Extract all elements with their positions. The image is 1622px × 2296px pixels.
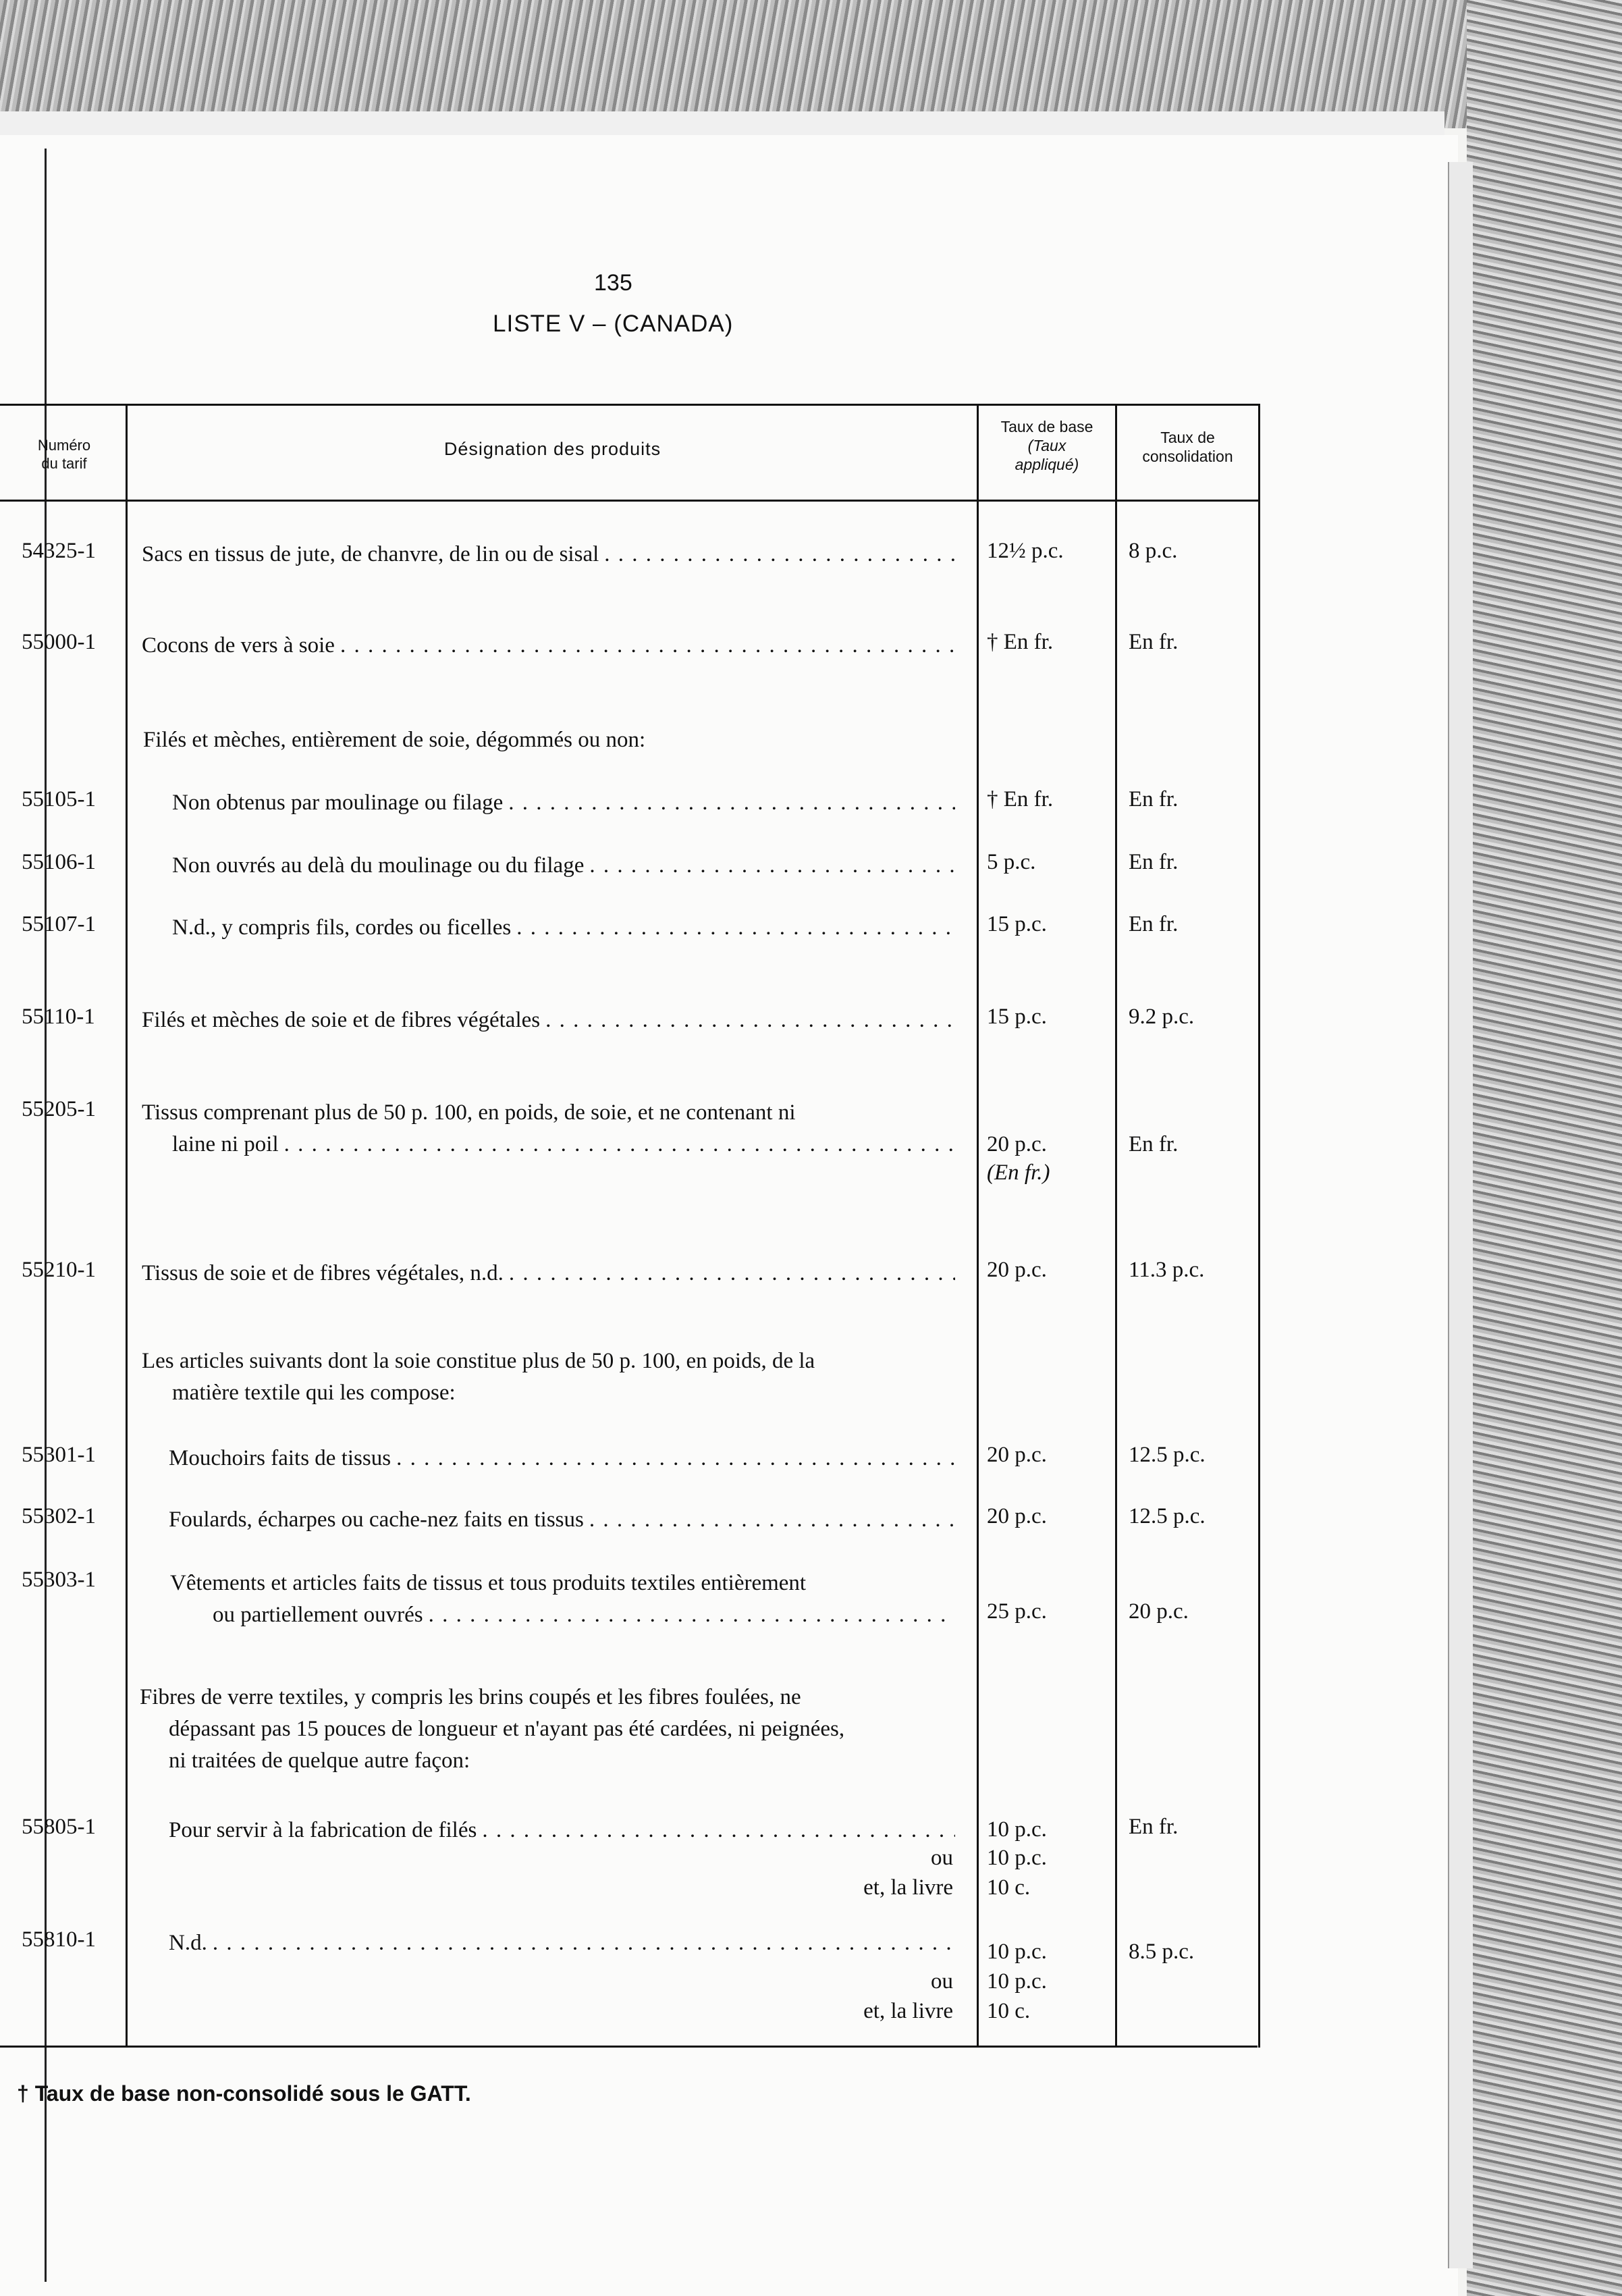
section-heading-text: Fibres de verre textiles, y compris les brins coupés et les fibres foulées, ne bbox=[140, 1685, 801, 1709]
dot-leader bbox=[391, 1443, 955, 1474]
alternative-rate-label: ou bbox=[931, 1846, 953, 1870]
base-rate: 5 p.c. bbox=[987, 850, 1036, 874]
header-bottom-border bbox=[0, 500, 1260, 502]
dot-leader bbox=[279, 1129, 955, 1160]
product-designation bbox=[172, 912, 955, 944]
product-designation bbox=[142, 539, 955, 570]
tariff-code: 55303-1 bbox=[22, 1568, 96, 1592]
designation-text: Mouchoirs faits de tissus bbox=[169, 1446, 391, 1470]
per-pound-label: et, la livre bbox=[863, 1999, 953, 2023]
section-heading-text: Les articles suivants dont la soie constitue plus de 50 p. 100, en poids, de la bbox=[142, 1349, 815, 1373]
product-designation bbox=[172, 850, 955, 882]
product-designation bbox=[142, 630, 955, 662]
base-rate: 15 p.c. bbox=[987, 912, 1047, 936]
dot-leader bbox=[503, 787, 955, 819]
product-designation bbox=[169, 1504, 955, 1536]
column-divider bbox=[977, 404, 979, 2048]
header-text: Taux de bbox=[1160, 429, 1215, 446]
dot-leader bbox=[504, 1258, 955, 1289]
tariff-code: 54325-1 bbox=[22, 539, 96, 563]
base-rate: 10 p.c. bbox=[987, 1940, 1047, 1964]
consolidation-rate: En fr. bbox=[1129, 912, 1179, 936]
dot-leader bbox=[207, 1927, 955, 1959]
section-heading-text: matière textile qui les compose: bbox=[172, 1381, 456, 1405]
header-product-designation: Désignation des produits bbox=[443, 439, 661, 459]
designation-text: Filés et mèches de soie et de fibres végétales bbox=[142, 1008, 541, 1032]
base-rate: 25 p.c. bbox=[987, 1599, 1047, 1624]
page-number: 135 bbox=[594, 270, 632, 296]
base-rate: † En fr. bbox=[987, 630, 1054, 654]
column-divider bbox=[126, 404, 128, 2048]
designation-text: ou partiellement ouvrés bbox=[213, 1603, 423, 1627]
designation-text: Foulards, écharpes ou cache-nez faits en tissus bbox=[169, 1507, 584, 1532]
dot-leader bbox=[423, 1599, 955, 1631]
consolidation-rate: 12.5 p.c. bbox=[1129, 1443, 1206, 1467]
consolidation-rate: 9.2 p.c. bbox=[1129, 1005, 1195, 1029]
designation-text: laine ni poil bbox=[172, 1132, 279, 1156]
consolidation-rate: 12.5 p.c. bbox=[1129, 1504, 1206, 1528]
column-divider bbox=[1115, 404, 1117, 2048]
dot-leader bbox=[584, 1504, 955, 1536]
header-text: Numéro bbox=[37, 437, 91, 454]
product-designation bbox=[169, 1815, 955, 1846]
dot-leader bbox=[477, 1815, 955, 1846]
tariff-code: 55205-1 bbox=[22, 1097, 96, 1121]
designation-text: Non obtenus par moulinage ou filage bbox=[172, 791, 504, 815]
designation-text: Sacs en tissus de jute, de chanvre, de lin ou de sisal bbox=[142, 542, 599, 566]
base-rate: 20 p.c. bbox=[987, 1258, 1047, 1282]
tariff-code: 55107-1 bbox=[22, 912, 96, 936]
base-rate: 20 p.c. bbox=[987, 1504, 1047, 1528]
product-designation bbox=[169, 1443, 955, 1474]
per-pound-label: et, la livre bbox=[863, 1875, 953, 1900]
product-designation bbox=[169, 1927, 955, 1959]
tariff-code: 55106-1 bbox=[22, 850, 96, 874]
consolidation-rate: 11.3 p.c. bbox=[1129, 1258, 1205, 1282]
consolidation-rate: En fr. bbox=[1129, 630, 1179, 654]
dot-leader bbox=[511, 912, 955, 944]
section-heading-text: ni traitées de quelque autre façon: bbox=[169, 1748, 470, 1773]
dot-leader bbox=[335, 630, 955, 662]
header-consolidation-rate bbox=[1117, 428, 1258, 466]
base-rate: † En fr. bbox=[987, 787, 1054, 811]
table-bottom-border bbox=[0, 2046, 1258, 2048]
page-heading: LISTE V – (CANADA) bbox=[493, 311, 734, 337]
product-designation bbox=[213, 1599, 955, 1631]
base-rate: 20 p.c. bbox=[987, 1443, 1047, 1467]
dot-leader bbox=[540, 1005, 955, 1036]
per-pound-rate: 10 c. bbox=[987, 1999, 1031, 2023]
paper-edge-right bbox=[1448, 162, 1473, 2268]
designation-text: N.d. bbox=[169, 1931, 207, 1955]
tariff-code: 55805-1 bbox=[22, 1815, 96, 1839]
designation-text: Cocons de vers à soie bbox=[142, 633, 335, 658]
consolidation-rate: En fr. bbox=[1129, 787, 1179, 811]
base-rate: 10 p.c. bbox=[987, 1817, 1047, 1842]
dot-leader bbox=[584, 850, 955, 882]
header-text: consolidation bbox=[1142, 448, 1233, 465]
tariff-code: 55110-1 bbox=[22, 1005, 95, 1029]
section-heading-text: Filés et mèches, entièrement de soie, dégommés ou non: bbox=[143, 728, 646, 752]
product-designation bbox=[172, 1129, 955, 1160]
footnote: † Taux de base non-consolidé sous le GATT. bbox=[17, 2081, 471, 2106]
header-text: appliqué) bbox=[1015, 456, 1079, 473]
designation-text: Tissus de soie et de fibres végétales, n.d. bbox=[142, 1261, 504, 1285]
product-designation-line: Vêtements et articles faits de tissus et tous produits textiles entièrement bbox=[170, 1571, 807, 1595]
consolidation-rate: En fr. bbox=[1129, 1815, 1179, 1839]
consolidation-rate: 8 p.c. bbox=[1129, 539, 1178, 563]
table-top-border bbox=[0, 404, 1260, 406]
product-designation bbox=[142, 1258, 955, 1289]
tariff-code: 55105-1 bbox=[22, 787, 96, 811]
alternative-rate: 10 p.c. bbox=[987, 1969, 1047, 1994]
product-designation-line: Tissus comprenant plus de 50 p. 100, en poids, de soie, et ne contenant ni bbox=[142, 1100, 796, 1125]
product-designation bbox=[172, 787, 955, 819]
consolidation-rate: En fr. bbox=[1129, 850, 1179, 874]
header-tariff-number bbox=[10, 436, 118, 473]
header-text: Taux de base bbox=[1000, 418, 1093, 435]
designation-text: Pour servir à la fabrication de filés bbox=[169, 1818, 477, 1842]
tariff-code: 55301-1 bbox=[22, 1443, 96, 1467]
base-rate: 12½ p.c. bbox=[987, 539, 1064, 563]
column-divider bbox=[1258, 404, 1260, 2048]
header-text: (Taux bbox=[1027, 437, 1066, 454]
section-heading-text: dépassant pas 15 pouces de longueur et n'ayant pas été cardées, ni peignées, bbox=[169, 1717, 845, 1741]
alternative-rate: 10 p.c. bbox=[987, 1846, 1047, 1870]
designation-text: N.d., y compris fils, cordes ou ficelles bbox=[172, 915, 512, 940]
consolidation-rate: 8.5 p.c. bbox=[1129, 1940, 1195, 1964]
product-designation bbox=[142, 1005, 955, 1036]
base-rate-note: (En fr.) bbox=[987, 1160, 1050, 1185]
consolidation-rate: En fr. bbox=[1129, 1132, 1179, 1156]
alternative-rate-label: ou bbox=[931, 1969, 953, 1994]
tariff-code: 55210-1 bbox=[22, 1258, 96, 1282]
per-pound-rate: 10 c. bbox=[987, 1875, 1031, 1900]
tariff-code: 55000-1 bbox=[22, 630, 96, 654]
base-rate: 15 p.c. bbox=[987, 1005, 1047, 1029]
dot-leader bbox=[599, 539, 955, 570]
header-text: du tarif bbox=[41, 455, 87, 472]
scan-background-top bbox=[0, 0, 1622, 128]
designation-text: Non ouvrés au delà du moulinage ou du filage bbox=[172, 853, 585, 878]
base-rate: 20 p.c. bbox=[987, 1132, 1047, 1156]
scan-background-right bbox=[1467, 0, 1622, 2296]
consolidation-rate: 20 p.c. bbox=[1129, 1599, 1189, 1624]
tariff-code: 55810-1 bbox=[22, 1927, 96, 1952]
header-base-rate bbox=[979, 417, 1115, 474]
tariff-code: 55302-1 bbox=[22, 1504, 96, 1528]
